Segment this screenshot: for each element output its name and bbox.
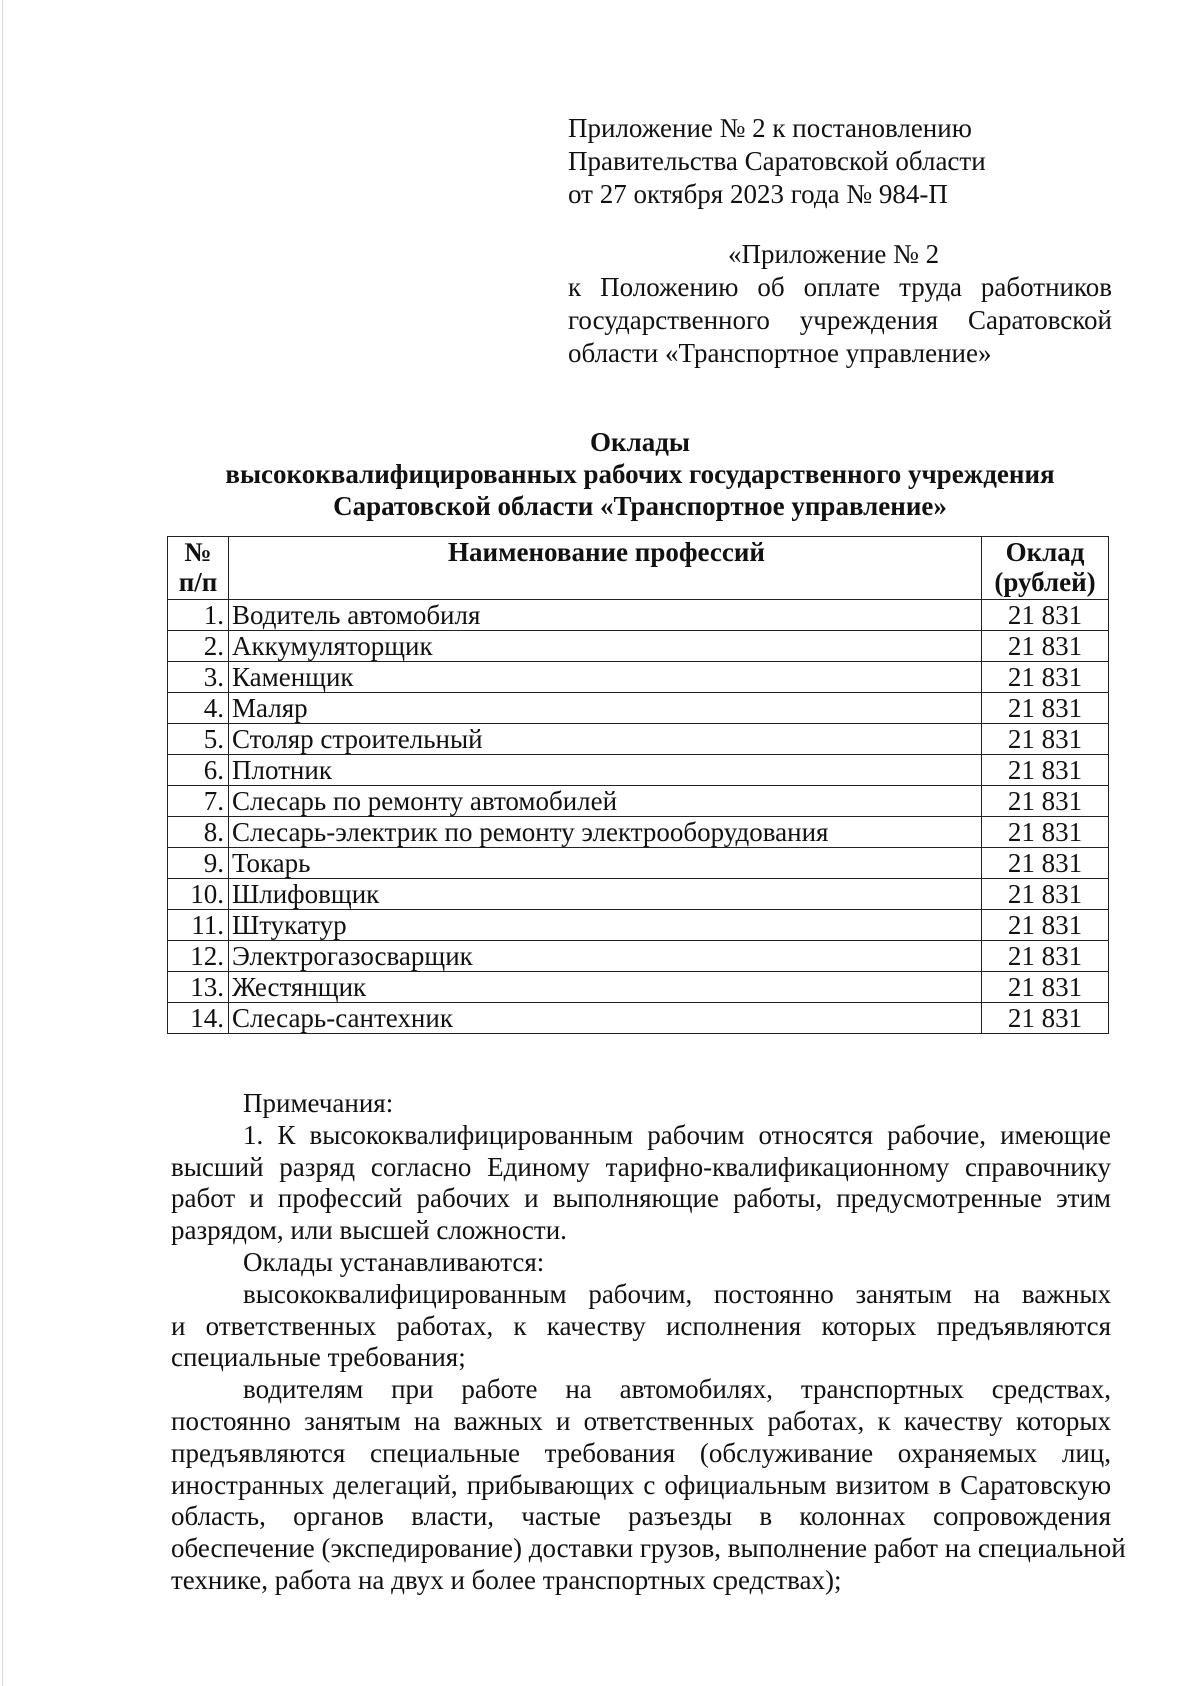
profession-name-cell: Столяр строительный [229, 724, 982, 755]
resolution-reference [568, 112, 1128, 211]
profession-name-cell: Маляр [229, 693, 982, 724]
table-row [168, 941, 1109, 972]
salary-cell: 21 831 [982, 693, 1109, 724]
salary-cell: 21 831 [982, 1003, 1109, 1034]
salary-table [167, 536, 1109, 1034]
document-title [168, 426, 1112, 522]
row-number-cell: 7. [168, 786, 229, 817]
row-number-cell: 14. [168, 1003, 229, 1034]
salary-cell: 21 831 [982, 972, 1109, 1003]
note-paragraph-4 [171, 1374, 1126, 1597]
row-number-cell: 10. [168, 879, 229, 910]
header-line: Приложение № 2 к постановлению [568, 113, 972, 143]
annex-reference [568, 238, 1112, 370]
profession-name-cell: Токарь [229, 848, 982, 879]
salary-cell: 21 831 [982, 848, 1109, 879]
header-line: Правительства Саратовской области [568, 146, 986, 176]
table-header-row [168, 537, 1109, 600]
annex-line: к Положению об оплате труда работников [568, 272, 1112, 302]
table-row [168, 879, 1109, 910]
note-line: высший разряд согласно Единому тарифно-квалификационному справочнику [171, 1151, 1111, 1182]
profession-name-cell: Электрогазосварщик [229, 941, 982, 972]
salary-cell: 21 831 [982, 724, 1109, 755]
annex-line: области «Транспортное управление» [568, 338, 992, 368]
notes-section [171, 1088, 1126, 1597]
table-row [168, 693, 1109, 724]
header-line: от 27 октября 2023 года № 984-П [568, 179, 948, 209]
note-line: водителям при работе на автомобилях, транспортных средствах, [243, 1374, 1111, 1405]
table-row [168, 631, 1109, 662]
note-line: работ и профессий рабочих и выполняющие работы, предусмотренные этим [171, 1183, 1111, 1214]
row-number-cell: 3. [168, 662, 229, 693]
title-line: Саратовской области «Транспортное управление» [333, 491, 947, 521]
row-number-cell: 4. [168, 693, 229, 724]
note-line: и ответственных работах, к качеству исполнения которых предъявляются [171, 1310, 1111, 1341]
note-line: специальные требования; [171, 1342, 466, 1373]
table-row [168, 662, 1109, 693]
profession-name-cell: Каменщик [229, 662, 982, 693]
column-header-number [168, 537, 229, 600]
profession-name-cell: Шлифовщик [229, 879, 982, 910]
profession-name-cell: Слесарь-сантехник [229, 1003, 982, 1034]
note-paragraph-1 [171, 1120, 1111, 1247]
table-body [168, 600, 1109, 1034]
row-number-cell: 9. [168, 848, 229, 879]
column-header-salary-line: Оклад [1005, 537, 1085, 567]
salary-cell: 21 831 [982, 662, 1109, 693]
note-line: обеспечение (экспедирование) доставки грузов, выполнение работ на специальной [171, 1533, 1126, 1564]
salary-cell: 21 831 [982, 755, 1109, 786]
annex-body [568, 271, 1112, 370]
table-row [168, 600, 1109, 631]
table-row [168, 724, 1109, 755]
annex-line: государственного учреждения Саратовской [568, 305, 1112, 335]
scan-edge-divider [2, 0, 3, 1686]
notes-heading: Примечания: [243, 1088, 394, 1118]
row-number-cell: 5. [168, 724, 229, 755]
table-row [168, 848, 1109, 879]
profession-name-cell: Штукатур [229, 910, 982, 941]
note-line: предъявляются специальные требования (обслуживание охраняемых лиц, [171, 1437, 1111, 1468]
row-number-cell: 1. [168, 600, 229, 631]
title-line: Оклады [590, 427, 690, 457]
note-paragraph-2: Оклады устанавливаются: [243, 1246, 545, 1277]
salary-cell: 21 831 [982, 786, 1109, 817]
profession-name-cell: Аккумуляторщик [229, 631, 982, 662]
note-line: технике, работа на двух и более транспортных средствах); [171, 1564, 842, 1595]
salary-cell: 21 831 [982, 631, 1109, 662]
note-line: иностранных делегаций, прибывающих с официальным визитом в Саратовскую [171, 1469, 1111, 1500]
salary-cell: 21 831 [982, 879, 1109, 910]
table-row [168, 972, 1109, 1003]
table-row [168, 1003, 1109, 1034]
row-number-cell: 11. [168, 910, 229, 941]
column-header-salary-line: (рублей) [994, 567, 1096, 597]
profession-name-cell: Слесарь по ремонту автомобилей [229, 786, 982, 817]
table-row [168, 755, 1109, 786]
table-row [168, 910, 1109, 941]
row-number-cell: 13. [168, 972, 229, 1003]
profession-name-cell: Слесарь-электрик по ремонту электрооборудования [229, 817, 982, 848]
row-number-cell: 2. [168, 631, 229, 662]
salary-cell: 21 831 [982, 817, 1109, 848]
salary-cell: 21 831 [982, 600, 1109, 631]
profession-name-cell: Жестянщик [229, 972, 982, 1003]
row-number-cell: 12. [168, 941, 229, 972]
profession-name-cell: Водитель автомобиля [229, 600, 982, 631]
profession-name-cell: Плотник [229, 755, 982, 786]
note-line: высококвалифицированным рабочим, постоянно занятым на важных [243, 1278, 1111, 1309]
table-row [168, 817, 1109, 848]
column-header-number-line: п/п [178, 567, 218, 597]
note-line: область, органов власти, частые разъезды в колоннах сопровождения [171, 1501, 1111, 1532]
note-line: разрядом, или высшей сложности. [171, 1215, 567, 1246]
table-row [168, 786, 1109, 817]
column-header-salary [982, 537, 1109, 600]
title-line: высококвалифицированных рабочих государственного учреждения [225, 459, 1055, 489]
salary-cell: 21 831 [982, 910, 1109, 941]
salary-cell: 21 831 [982, 941, 1109, 972]
row-number-cell: 6. [168, 755, 229, 786]
column-header-profession: Наименование профессий [229, 537, 982, 600]
row-number-cell: 8. [168, 817, 229, 848]
note-paragraph-3 [171, 1279, 1111, 1374]
note-line: 1. К высококвалифицированным рабочим относятся рабочие, имеющие [243, 1119, 1111, 1150]
note-line: постоянно занятым на важных и ответственных работах, к качеству которых [171, 1405, 1111, 1436]
annex-title: «Приложение № 2 [728, 239, 940, 269]
column-header-number-line: № [184, 537, 212, 567]
